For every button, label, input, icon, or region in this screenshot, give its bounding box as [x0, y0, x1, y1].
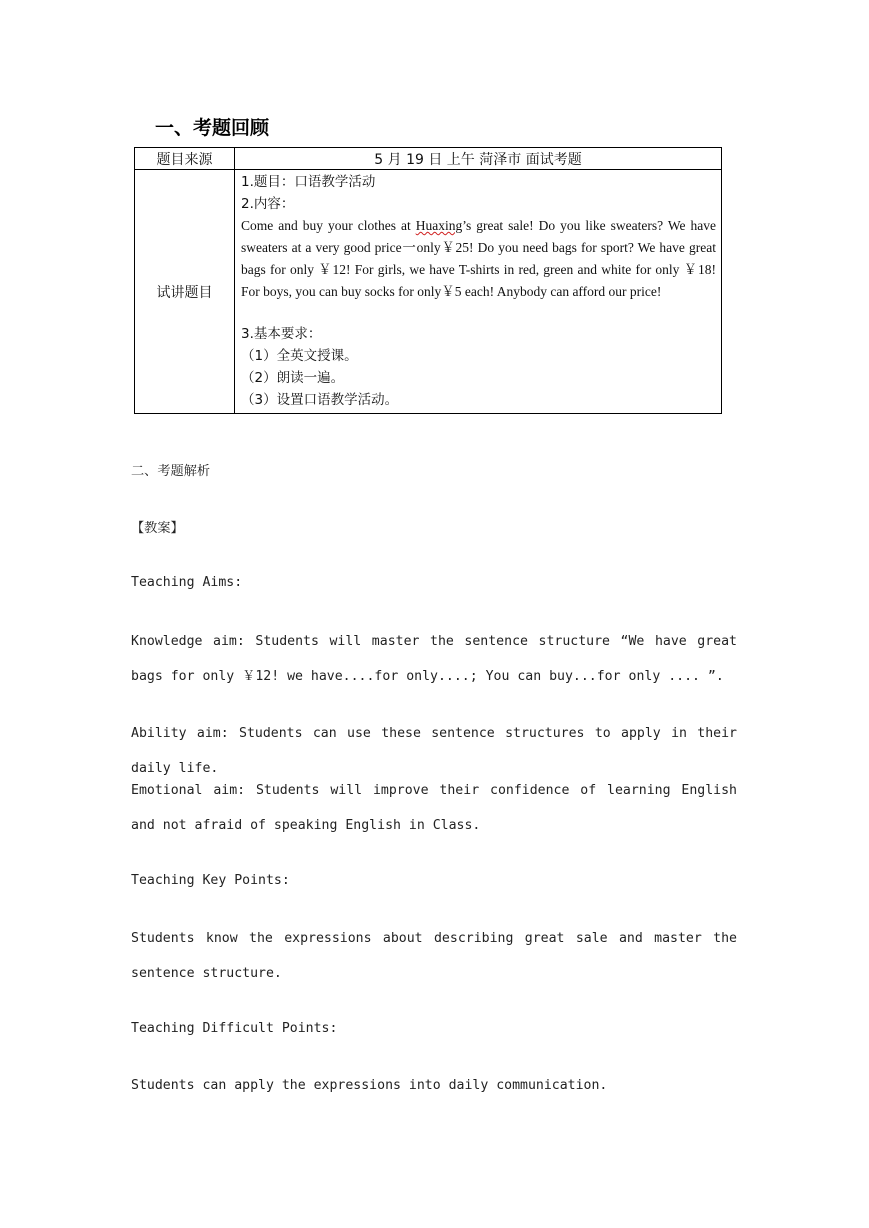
lesson-plan-tag: 【教案】 [131, 521, 184, 536]
knowledge-aim-paragraph: Knowledge aim: Students will master the sentence structure “We have great bags for only ￥12! we have....for only....; You can buy...for only .... ”. [131, 634, 737, 684]
passage-rest: ’s great sale! Do you like sweaters? We have sweaters at a very good price一only￥25! Do you need bags for sport? We have great bags for only ￥12! For girls, we have T-shirts in red, green and white for only ￥18! For boys, you can buy socks for only￥5 each! Anybody can afford our price! [241, 218, 717, 299]
requirement-item: （1）全英文授课。 [241, 348, 358, 364]
ability-aim-paragraph: Ability aim: Students can use these sentence structures to apply in their daily life. [131, 726, 737, 776]
source-value-cell: 5 月 19 日 上午 菏泽市 面试考题 [235, 148, 722, 170]
source-label-cell: 题目来源 [135, 148, 235, 170]
table-body-row [135, 170, 722, 414]
topic-label-cell: 试讲题目 [135, 170, 235, 414]
teaching-aims-heading: Teaching Aims: [131, 575, 243, 590]
table-header-row [135, 148, 722, 170]
passage-start: Come and buy your clothes at [241, 218, 416, 233]
requirements-title: 3.基本要求： [241, 326, 322, 342]
section-heading-review: 一、考题回顾 [155, 117, 270, 139]
topic-line: 1.题目：口语教学活动 [241, 174, 376, 190]
emotional-aim-paragraph: Emotional aim: Students will improve their confidence of learning English and not afraid of speaking English in Class. [131, 783, 737, 833]
key-points-paragraph: Students know the expressions about describing great sale and master the sentence structure. [131, 931, 737, 981]
requirement-item: （3）设置口语教学活动。 [241, 392, 399, 408]
content-line: 2.内容： [241, 196, 295, 212]
question-table [134, 147, 722, 414]
section-heading-analysis: 二、考题解析 [131, 464, 211, 479]
topic-content-cell [235, 170, 722, 414]
difficult-points-heading: Teaching Difficult Points: [131, 1021, 338, 1036]
requirement-item: （2）朗读一遍。 [241, 370, 345, 386]
spellcheck-word: Huaxing [415, 218, 463, 233]
spacer [241, 303, 716, 323]
reading-passage [241, 215, 716, 303]
difficult-points-paragraph: Students can apply the expressions into daily communication. [131, 1078, 608, 1093]
key-points-heading: Teaching Key Points: [131, 873, 290, 888]
